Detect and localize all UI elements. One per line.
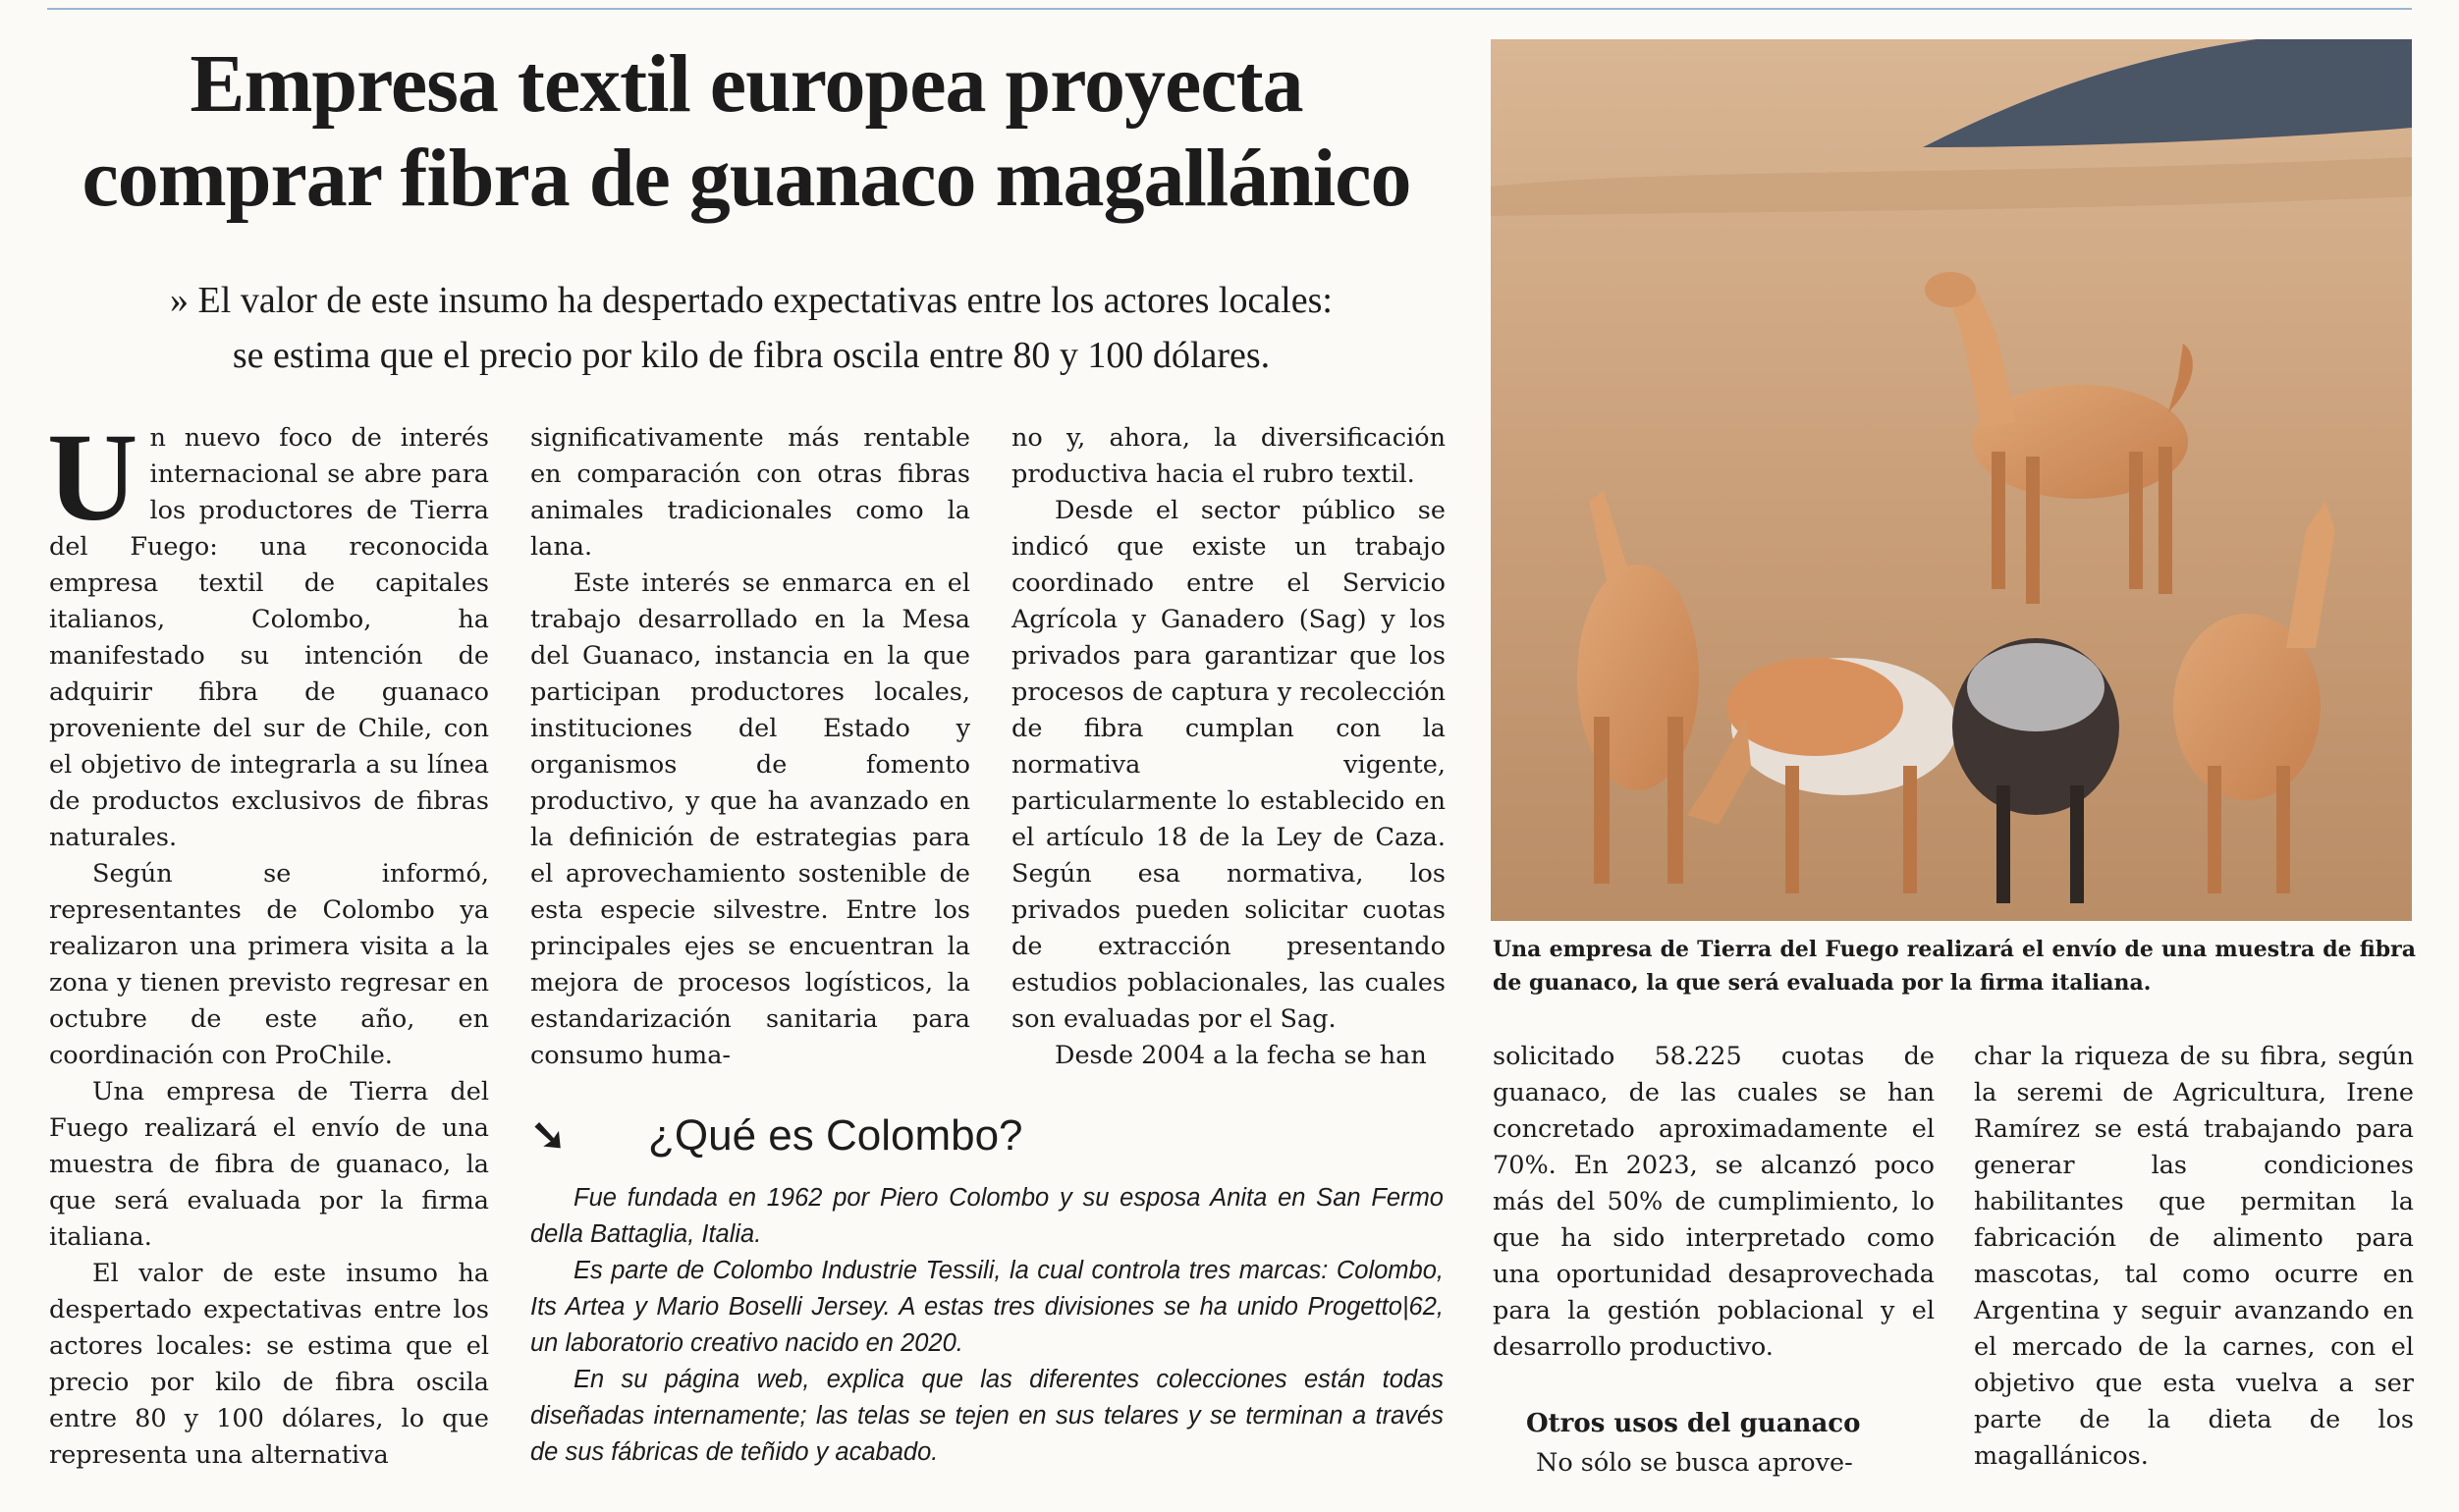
article-column-2 <box>530 420 970 1074</box>
guanaco-photo-illustration <box>1491 39 2412 921</box>
photo-caption: Una empresa de Tierra del Fuego realizará el envío de una muestra de fibra de guanaco, la que será evaluada por la firma italiana. <box>1493 937 2416 996</box>
subsection <box>1493 1404 1935 1483</box>
headline-line-2: comprar fibra de guanaco magallánico <box>82 133 1411 224</box>
headline <box>39 37 1453 226</box>
subsection-title: Otros usos del guanaco <box>1526 1409 1861 1438</box>
box-paragraph: Fue fundada en 1962 por Piero Colombo y su esposa Anita en San Fermo della Battaglia, Italia. <box>530 1184 1444 1248</box>
paragraph: char la riqueza de su fibra, según la seremi de Agricultura, Irene Ramírez se está trabajando para generar las condiciones habilitantes que permitan la fabricación de alimento para mascotas, tal como ocurre en Argentina y seguir avanzando en el mercado de la carnes, con el objetivo que esta vuelva a ser parte de la dieta de los magallánicos. <box>1974 1042 2414 1471</box>
paragraph-text: n nuevo foco de interés internacional se abre para los productores de Tierra del Fuego: una reconocida empresa textil de capitales italianos, Colombo, ha manifestado su intención de adquirir fibra de guanaco proveniente del sur de Chile, con el objetivo de integrarla a su línea de productos exclusivos de fibras naturales. <box>49 423 489 852</box>
sidebar-box-title <box>530 1102 1444 1170</box>
paragraph: Este interés se enmarca en el trabajo desarrollado en la Mesa del Guanaco, instancia en la que participan productores locales, instituciones del Estado y organismos de fomento productivo, y que ha avanzado en la definición de estrategias para el aprovechamiento sostenible de esta especie silvestre. Entre los principales ejes se encuentran la mejora de procesos logísticos, la estandarización sanitaria para consumo huma- <box>530 568 970 1070</box>
headline-line-1: Empresa textil europea proyecta <box>190 38 1303 130</box>
article-column-4 <box>1493 1039 1935 1366</box>
sidebar-box-body <box>530 1180 1444 1471</box>
paragraph: no y, ahora, la diversificación productiva hacia el rubro textil. <box>1011 423 1446 489</box>
paragraph: significativamente más rentable en comparación con otras fibras animales tradicionales como la lana. <box>530 423 970 562</box>
guanaco-photo <box>1491 39 2412 921</box>
drop-cap: U <box>47 407 138 547</box>
subhead-line-1 <box>59 273 1444 328</box>
paragraph: El valor de este insumo ha despertado expectativas entre los actores locales: se estima que el precio por kilo de fibra oscila entre 80 y 100 dólares, lo que representa una alternativa <box>49 1259 489 1470</box>
subhead-line-2: se estima que el precio por kilo de fibra oscila entre 80 y 100 dólares. <box>232 335 1271 376</box>
article-column-1 <box>47 407 489 1474</box>
subhead-text-1: El valor de este insumo ha despertado expectativas entre los actores locales: <box>197 280 1333 321</box>
paragraph: Desde el sector público se indicó que existe un trabajo coordinado entre el Servicio Agrícola y Ganadero (Sag) y los privados para garantizar que los procesos de captura y recolección de fibra cumplan con la normativa vigente, particularmente lo establecido en el artículo 18 de la Ley de Caza. Según esa normativa, los privados pueden solicitar cuotas de extracción presentando estudios poblacionales, las cuales son evaluadas por el Sag. <box>1011 496 1446 1034</box>
paragraph: Desde 2004 a la fecha se han <box>1055 1041 1427 1070</box>
sidebar-box-heading: ¿Qué es Colombo? <box>648 1111 1023 1160</box>
top-rule <box>47 8 2412 10</box>
article-column-3 <box>1011 420 1446 1074</box>
subsection-lead: No sólo se busca aprove- <box>1536 1448 1853 1478</box>
paragraph <box>47 407 489 856</box>
paragraph: solicitado 58.225 cuotas de guanaco, de las cuales se han concretado aproximadamente el 70%. En 2023, se alcanzó poco más del 50% de cumplimiento, lo que ha sido interpretado como una oportunidad desaprovechada para la gestión poblacional y el desarrollo productivo. <box>1493 1042 1935 1362</box>
paragraph: Una empresa de Tierra del Fuego realizará el envío de una muestra de fibra de guanaco, la que será evaluada por la firma italiana. <box>49 1077 489 1252</box>
arrow-down-right-icon: ➘ <box>530 1111 567 1160</box>
box-paragraph: Es parte de Colombo Industrie Tessili, la cual controla tres marcas: Colombo, Its Artea y Mario Boselli Jersey. A estas tres divisiones se ha unido Progetto|62, un laboratorio creativo nacido en 2020. <box>530 1257 1444 1357</box>
subhead-marker-icon: » <box>170 280 190 321</box>
article-column-5 <box>1974 1039 2414 1475</box>
box-paragraph: En su página web, explica que las diferentes colecciones están todas diseñadas internamente; las telas se tejen en sus telares y se terminan a través de sus fábricas de teñido y acabado. <box>530 1366 1444 1466</box>
subhead <box>59 273 1444 383</box>
paragraph: Según se informó, representantes de Colombo ya realizaron una primera visita a la zona y tienen previsto regresar en octubre de este año, en coordinación con ProChile. <box>49 859 489 1070</box>
